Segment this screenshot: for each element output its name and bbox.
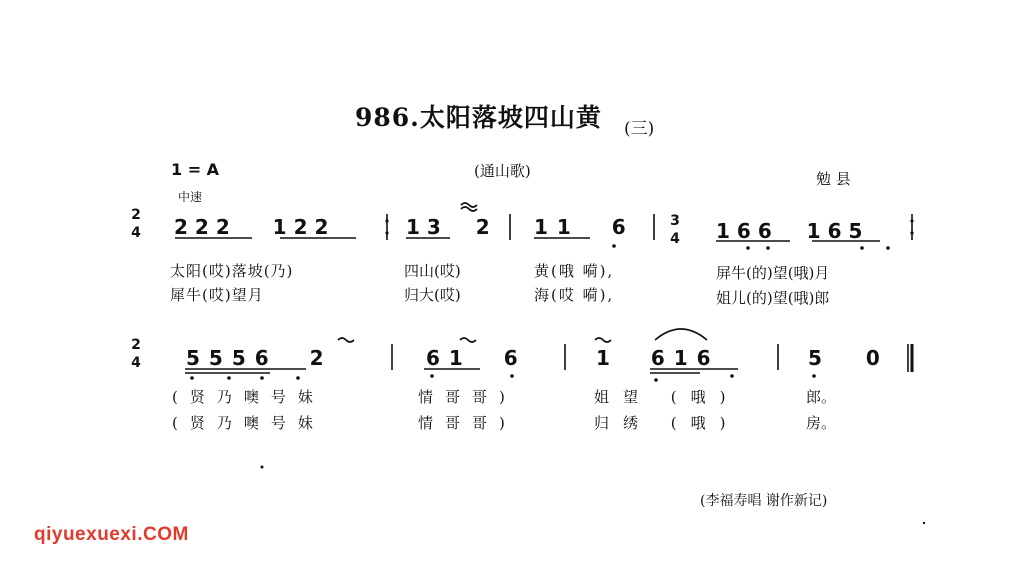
measure-notes: 5556 2 xyxy=(186,346,333,370)
lyric-verse-2: (贤乃噢号妹 xyxy=(172,414,325,432)
lyric-verse-2: 归大(哎) xyxy=(404,286,461,304)
ornament-mark xyxy=(595,338,611,342)
time-signature-top: 2 xyxy=(131,337,141,353)
measure-notes: 11 6 xyxy=(534,215,635,239)
repeat-dot xyxy=(910,231,913,234)
lyric-verse-1: 屏牛(的)望(哦)月 xyxy=(716,264,830,282)
octave-dot xyxy=(730,374,734,378)
lyric-verse-2: 犀牛(哎)望月 xyxy=(170,286,264,304)
time-signature-top: 3 xyxy=(670,213,680,229)
repeat-dot xyxy=(910,219,913,222)
lyric-verse-1: 四山(哎) xyxy=(404,262,461,280)
octave-dot xyxy=(766,246,770,250)
time-signature-bottom: 4 xyxy=(131,225,141,241)
key-signature: 1 = A xyxy=(171,160,220,179)
tempo-marking: 中速 xyxy=(178,190,203,204)
lyric-verse-1: 太阳(哎)落坡(乃) xyxy=(170,262,294,280)
lyric-verse-1: 姐望 (哦) xyxy=(594,388,740,406)
ornament-mark xyxy=(461,203,477,207)
tie-arc xyxy=(655,329,707,340)
octave-dot xyxy=(430,374,434,378)
time-signature-top: 2 xyxy=(131,207,141,223)
lyric-verse-2: 房。 xyxy=(806,414,837,432)
watermark-logo: qiyuexuexi.COM xyxy=(34,524,189,545)
lyric-verse-1: 黄(哦 嗬), xyxy=(534,262,615,280)
repeat-dot xyxy=(385,219,388,222)
measure-notes: 13 2 xyxy=(406,215,497,239)
title-suffix: (三) xyxy=(624,119,655,139)
octave-dot xyxy=(510,374,514,378)
ornament-mark xyxy=(460,338,476,342)
ornament-mark xyxy=(338,338,354,342)
octave-dot xyxy=(812,374,816,378)
performer-credit: (李福寿唱 谢作新记) xyxy=(700,493,828,509)
time-signature-bottom: 4 xyxy=(131,355,141,371)
lyric-verse-2: 归绣 (哦) xyxy=(594,414,740,432)
origin-label: 勉 县 xyxy=(816,170,851,188)
measure-notes: 222 122 xyxy=(174,215,336,239)
stray-mark xyxy=(261,466,264,469)
lyric-verse-1: 情哥哥) xyxy=(418,388,517,406)
octave-dot xyxy=(860,246,864,250)
measure-notes: 61 6 xyxy=(426,346,527,370)
time-signature-bottom: 4 xyxy=(670,231,680,247)
octave-dot xyxy=(227,376,231,380)
measure-notes: 5 0 xyxy=(808,346,890,370)
song-title: 986.太阳落坡四山黄 xyxy=(355,103,602,132)
lyric-verse-2: 姐儿(的)望(哦)郎 xyxy=(716,289,830,307)
repeat-dot xyxy=(385,231,388,234)
ornament-mark xyxy=(461,207,477,211)
octave-dot xyxy=(654,378,658,382)
octave-dot xyxy=(612,244,616,248)
octave-dot xyxy=(260,376,264,380)
measure-notes: 1 616 xyxy=(596,346,720,370)
lyric-verse-2: 海(哎 嗬), xyxy=(534,286,615,304)
measure-notes: 166 165 xyxy=(716,219,870,243)
octave-dot xyxy=(296,376,300,380)
stray-mark xyxy=(923,522,925,524)
lyric-verse-2: 情哥哥) xyxy=(418,414,517,432)
genre-label: (通山歌) xyxy=(474,162,531,180)
lyric-verse-1: (贤乃噢号妹 xyxy=(172,388,325,406)
octave-dot xyxy=(190,376,194,380)
octave-dot xyxy=(886,246,890,250)
octave-dot xyxy=(746,246,750,250)
lyric-verse-1: 郎。 xyxy=(806,388,837,406)
